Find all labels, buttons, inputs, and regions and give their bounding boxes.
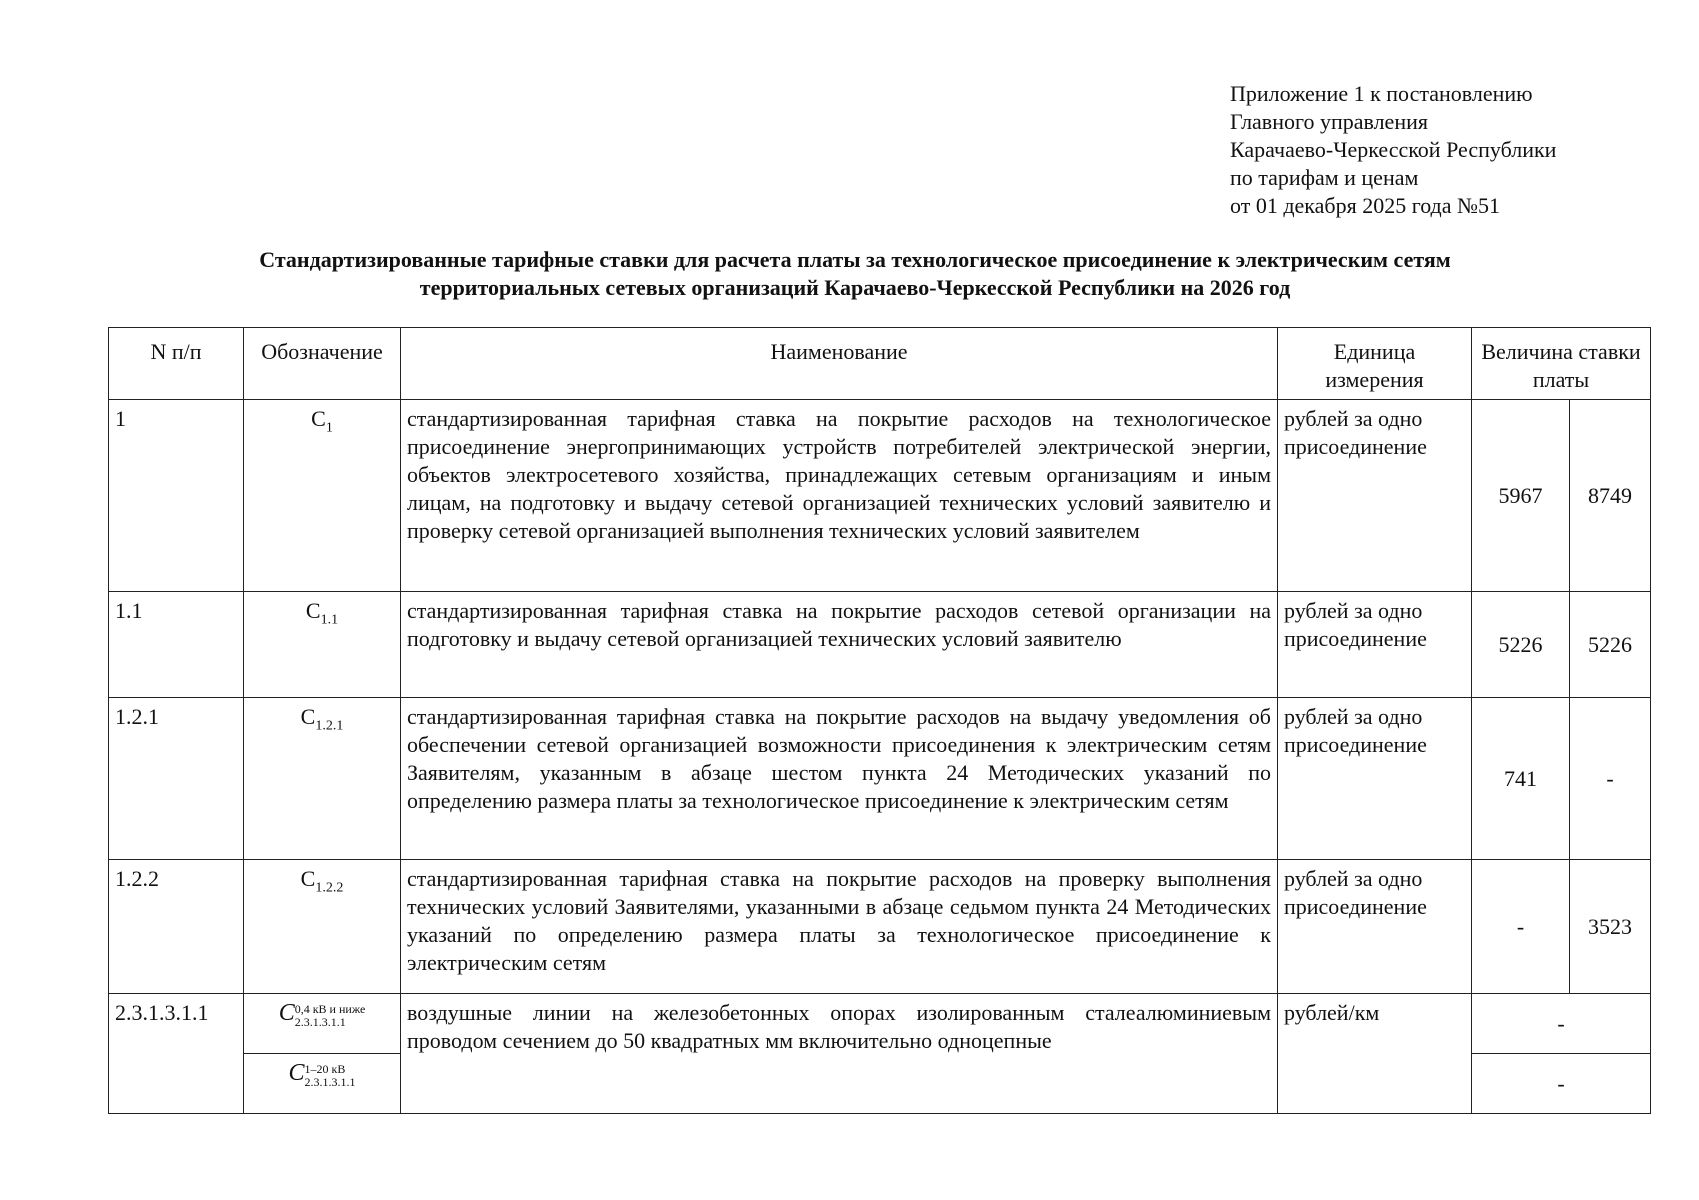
document-title xyxy=(90,246,1620,302)
code-sub: 2.3.1.3.1.1 xyxy=(294,1015,346,1029)
row-value-2: - xyxy=(1570,698,1651,860)
row-value-1: - xyxy=(1472,860,1570,994)
title-line-1: Стандартизированные тарифные ставки для расчета платы за технологическое присоединение к электрическим сетям xyxy=(259,247,1451,272)
row-code xyxy=(244,592,401,698)
row-name: стандартизированная тарифная ставка на покрытие расходов на проверку выполнения технических условий Заявителями, указанными в абзаце седьмом пункта 24 Методических указаний по определению размера платы за технологическое присоединение к электрическим сетям xyxy=(401,860,1278,994)
row-value-2: 5226 xyxy=(1570,592,1651,698)
row-unit: рублей за одно присоединение xyxy=(1278,860,1472,994)
code-base: C xyxy=(288,1060,305,1086)
code-sub: 1 xyxy=(325,420,333,436)
table-row xyxy=(109,994,1651,1054)
row-num: 1.1 xyxy=(109,592,244,698)
row-num: 1.2.1 xyxy=(109,698,244,860)
row-code-low-voltage xyxy=(244,994,401,1054)
header-value: Величина ставки платы xyxy=(1472,328,1651,400)
row-unit: рублей за одно присоединение xyxy=(1278,698,1472,860)
header-name: Наименование xyxy=(401,328,1278,400)
row-unit: рублей за одно присоединение xyxy=(1278,592,1472,698)
row-num: 1 xyxy=(109,400,244,592)
approval-line: Приложение 1 к постановлению xyxy=(1230,81,1533,106)
approval-line: по тарифам и ценам xyxy=(1230,165,1419,190)
code-base: C xyxy=(300,704,316,729)
row-code-mid-voltage xyxy=(244,1054,401,1114)
row-value-low-voltage: - xyxy=(1472,994,1651,1054)
approval-line: от 01 декабря 2025 года №51 xyxy=(1230,193,1501,218)
code-stack xyxy=(305,1063,356,1089)
table-row xyxy=(109,400,1651,592)
row-value-1: 5967 xyxy=(1472,400,1570,592)
row-code xyxy=(244,400,401,592)
code-stack xyxy=(295,1003,366,1029)
code-base: C xyxy=(300,866,316,891)
row-name: стандартизированная тарифная ставка на покрытие расходов на выдачу уведомления об обеспечении сетевой организацией возможности присоединения к электрическим сетям Заявителям, указанным в абзаце шестом пункта 24 Методических указаний по определению размера платы за технологическое присоединение к электрическим сетям xyxy=(401,698,1278,860)
table-row xyxy=(109,592,1651,698)
code-sub: 1.1 xyxy=(320,612,339,628)
header-unit: Единица измерения xyxy=(1278,328,1472,400)
code-sub: 2.3.1.3.1.1 xyxy=(304,1075,356,1089)
row-num: 2.3.1.3.1.1 xyxy=(109,994,244,1114)
table-header-row xyxy=(109,328,1651,400)
row-value-1: 741 xyxy=(1472,698,1570,860)
row-value-2: 3523 xyxy=(1570,860,1651,994)
row-unit: рублей за одно присоединение xyxy=(1278,400,1472,592)
code-base: C xyxy=(278,1000,295,1026)
row-name: воздушные линии на железобетонных опорах изолированным сталеалюминиевым проводом сечением до 50 квадратных мм включительно одноцепные xyxy=(401,994,1278,1114)
code-sup: 0,4 кВ и ниже xyxy=(294,1002,366,1016)
row-code xyxy=(244,860,401,994)
header-num: N п/п xyxy=(109,328,244,400)
title-line-2: территориальных сетевых организаций Карачаево-Черкесской Республики на 2026 год xyxy=(419,275,1291,300)
table-row xyxy=(109,860,1651,994)
tariff-table xyxy=(108,327,1651,1114)
row-value-mid-voltage: - xyxy=(1472,1054,1651,1114)
code-sub: 1.2.2 xyxy=(315,880,344,896)
code-base: C xyxy=(305,598,321,623)
code-sub: 1.2.1 xyxy=(315,718,344,734)
code-base: C xyxy=(311,406,326,431)
approval-line: Главного управления xyxy=(1230,109,1428,134)
header-code: Обозначение xyxy=(244,328,401,400)
row-unit: рублей/км xyxy=(1278,994,1472,1114)
row-name: стандартизированная тарифная ставка на покрытие расходов на технологическое присоединение энергопринимающих устройств потребителей электрической энергии, объектов электросетевого хозяйства, принадлежащих сетевым организациям и иным лицам, на подготовку и выдачу сетевой организацией технических условий заявителю и проверку сетевой организацией выполнения технических условий заявителем xyxy=(401,400,1278,592)
approval-block xyxy=(1230,80,1556,220)
code-sup: 1–20 кВ xyxy=(304,1062,346,1076)
row-name: стандартизированная тарифная ставка на покрытие расходов сетевой организации на подготовку и выдачу сетевой организацией технических условий заявителю xyxy=(401,592,1278,698)
approval-line: Карачаево-Черкесской Республики xyxy=(1230,137,1557,162)
row-value-2: 8749 xyxy=(1570,400,1651,592)
row-num: 1.2.2 xyxy=(109,860,244,994)
row-code xyxy=(244,698,401,860)
table-row xyxy=(109,698,1651,860)
row-value-1: 5226 xyxy=(1472,592,1570,698)
